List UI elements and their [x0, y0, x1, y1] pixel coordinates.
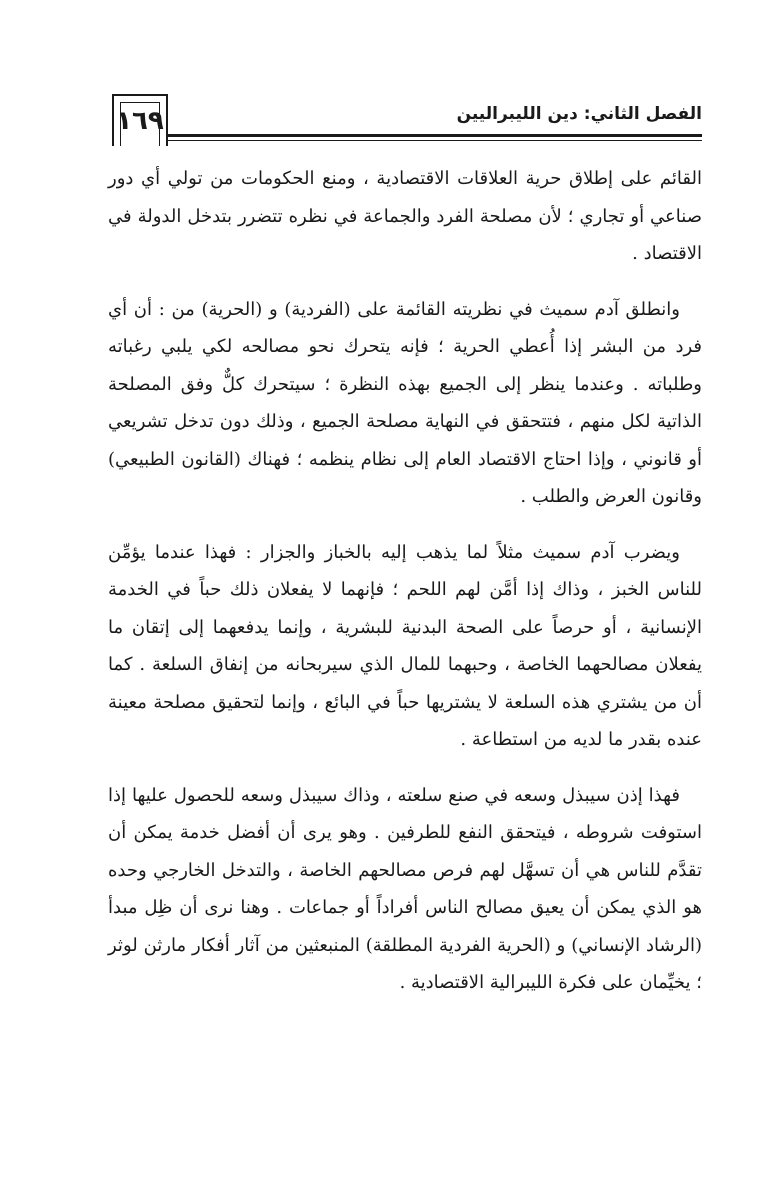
paragraph-2: وانطلق آدم سميث في نظريته القائمة على (الفردية) و (الحرية) من : أن أي فرد من البشر إذا أُعطي الحرية ؛ فإنه يتحرك نحو مصالحه لكي يلبي رغباته وطلباته . وعندما ينظر إلى الجميع بهذه النظرة ؛ سيتحرك كلٌّ وفق المصلحة الذاتية لكل منهم ، فتتحقق في النهاية مصلحة الجميع ، وذلك دون تدخل تشريعي أو قانوني ، وإذا احتاج الاقتصاد العام إلى نظام ينظمه ؛ فهناك (القانون الطبيعي) وقانون العرض والطلب .	[108, 298, 702, 507]
paragraph-3: ويضرب آدم سميث مثلاً لما يذهب إليه بالخباز والجزار : فهذا عندما يؤمِّن للناس الخبز ، وذاك إذا أمَّن لهم اللحم ؛ فإنهما لا يفعلان ذلك حباً في الخدمة الإنسانية ، أو حرصاً على الصحة البدنية للبشرية ، وإنما يدفعهما إلى إتقان ما يفعلان مصالحهما الخاصة ، وحبهما للمال الذي سيربحانه من إنفاق السلعة . كما أن من يشتري هذه السلعة لا يشتريها حباً في البائع ، وإنما لتحقيق مصلحة معينة عنده بقدر ما لديه من استطاعة .	[108, 541, 702, 750]
page-number-box	[112, 94, 168, 146]
paragraph-1: القائم على إطلاق حرية العلاقات الاقتصادية ، ومنع الحكومات من تولي أي دور صناعي أو تجاري ؛ لأن مصلحة الفرد والجماعة في نظره تتضرر بتدخل الدولة في الاقتصاد .	[108, 168, 702, 264]
header-rule-thin	[168, 140, 702, 141]
paragraph-4: فهذا إذن سيبذل وسعه في صنع سلعته ، وذاك سيبذل وسعه للحصول عليها إذا استوفت شروطه ، فيتحقق النفع للطرفين . وهو يرى أن أفضل خدمة يمكن أن تقدَّم للناس هي أن تسهَّل لهم فرص مصالحهم الخاصة ، والتدخل الخارجي وحده هو الذي يمكن أن يعيق مصالح الناس أفراداً أو جماعات . وهنا نرى أن ظِل مبدأ (الرشاد الإنساني) و (الحرية الفردية المطلقة) المنبعثين من آثار أفكار مارثن لوثر ؛ يخيِّمان على فكرة الليبرالية الاقتصادية .	[108, 784, 702, 993]
page-number: ١٦٩	[116, 106, 164, 136]
header-rule	[168, 134, 702, 137]
page-body	[108, 160, 702, 1020]
chapter-title: الفصل الثاني: دين الليبراليين	[456, 104, 702, 124]
page-header	[112, 94, 702, 152]
